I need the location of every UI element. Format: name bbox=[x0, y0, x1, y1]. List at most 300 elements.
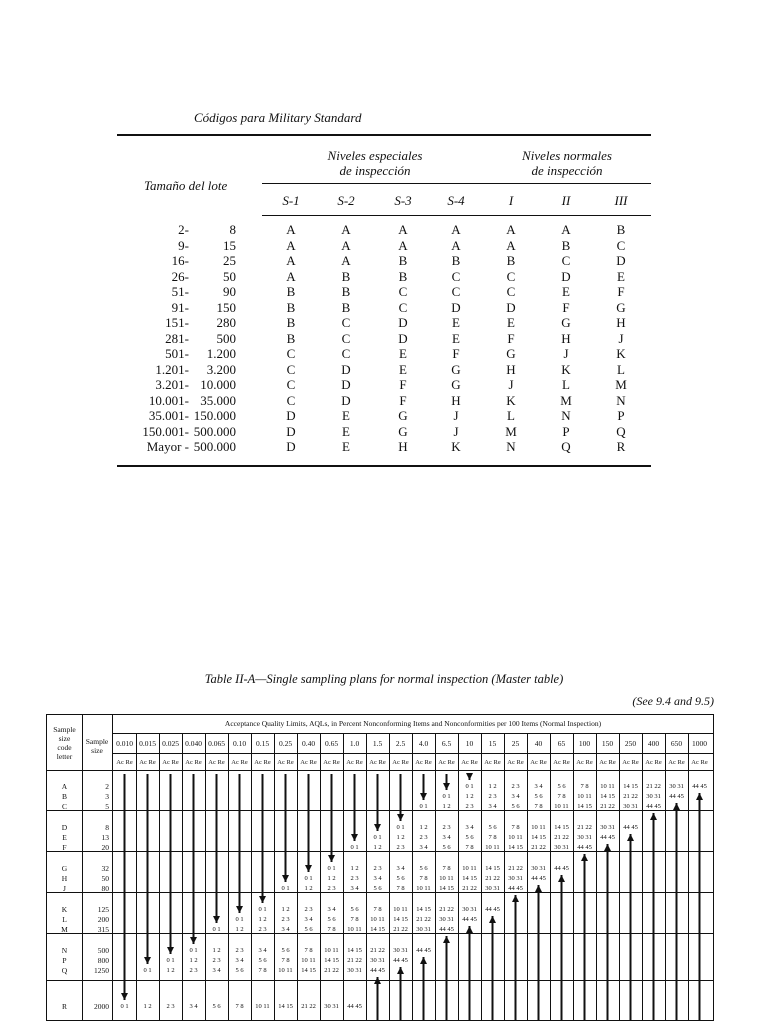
level-column-header: S-4 bbox=[447, 193, 465, 208]
lot-size-to: 3.200 bbox=[206, 361, 236, 377]
code-letter-cell: D bbox=[398, 330, 408, 346]
ac-re-label: Ac Re bbox=[461, 759, 478, 766]
ac-re-pair: 21 22 bbox=[439, 906, 454, 913]
code-letter-cell: J bbox=[453, 423, 459, 439]
ac-re-pair: 3 4 bbox=[281, 926, 290, 933]
ac-re-pair: 1 2 bbox=[488, 783, 497, 790]
code-letter-cell: A bbox=[506, 222, 516, 237]
ac-re-pair: 0 1 bbox=[442, 793, 451, 800]
ac-re-pair: 3 4 bbox=[304, 916, 313, 923]
ac-re-pair: 3 4 bbox=[373, 875, 382, 882]
sample-size: 32 bbox=[101, 864, 109, 873]
code-letter-cell: D bbox=[341, 392, 351, 408]
aql-column-header: 0.25 bbox=[278, 739, 293, 748]
sample-size: 1250 bbox=[94, 966, 109, 975]
code-letter-cell: H bbox=[451, 392, 461, 408]
ac-re-pair: 44 45 bbox=[577, 844, 592, 851]
ac-re-label: Ac Re bbox=[346, 759, 363, 766]
code-letter-cell: N bbox=[616, 392, 626, 408]
aql-column-header: 1000 bbox=[692, 739, 707, 748]
lot-size-from: 26- bbox=[171, 268, 189, 284]
aql-header: Acceptance Quality Limits, AQLs, in Percent Nonconforming Items and Nonconformities per 100 Items (Normal Inspection) bbox=[224, 719, 602, 728]
ac-re-pair: 7 8 bbox=[511, 824, 520, 831]
lot-size-row bbox=[0, 362, 768, 377]
aql-column-header: 10 bbox=[465, 739, 474, 748]
lot-size-to: 90 bbox=[223, 284, 236, 299]
lot-size-from: 51- bbox=[171, 284, 189, 299]
code-letter-cell: K bbox=[451, 439, 461, 454]
down-arrow-icon bbox=[190, 937, 197, 944]
sample-size: 80 bbox=[101, 884, 109, 893]
ac-re-pair: 21 22 bbox=[623, 793, 638, 800]
lot-size-row bbox=[0, 315, 768, 330]
ac-re-pair: 10 11 bbox=[508, 834, 523, 841]
ac-re-pair: 1 2 bbox=[419, 824, 428, 831]
ac-re-pair: 0 1 bbox=[327, 865, 336, 872]
ac-re-pair: 5 6 bbox=[212, 1003, 221, 1010]
ac-re-label: Ac Re bbox=[530, 759, 547, 766]
ac-re-pair: 3 4 bbox=[258, 947, 267, 954]
ac-re-pair: 21 22 bbox=[324, 967, 339, 974]
code-letter-cell: G bbox=[451, 377, 461, 392]
normal-levels-header bbox=[492, 148, 642, 178]
ac-re-label: Ac Re bbox=[576, 759, 593, 766]
ac-re-pair: 10 11 bbox=[531, 824, 546, 831]
code-letter-cell: D bbox=[286, 439, 296, 454]
aql-column-header: 15 bbox=[488, 739, 497, 748]
ac-re-pair: 14 15 bbox=[577, 803, 592, 810]
lot-size-from: 16- bbox=[171, 253, 189, 268]
sample-size: 125 bbox=[97, 905, 109, 914]
ac-re-pair: 0 1 bbox=[120, 1003, 129, 1010]
sample-size: 3 bbox=[105, 792, 109, 801]
lot-size-to: 8 bbox=[229, 222, 236, 237]
ac-re-pair: 44 45 bbox=[600, 834, 615, 841]
ac-re-label: Ac Re bbox=[507, 759, 524, 766]
aql-column-header: 0.65 bbox=[324, 739, 339, 748]
ac-re-pair: 0 1 bbox=[281, 885, 290, 892]
ac-re-pair: 3 4 bbox=[488, 803, 497, 810]
ac-re-pair: 1 2 bbox=[442, 803, 451, 810]
code-letter-cell: F bbox=[617, 284, 625, 299]
ac-re-label: Ac Re bbox=[208, 759, 225, 766]
ac-re-pair: 1 2 bbox=[166, 967, 175, 974]
code-letter-cell: D bbox=[286, 423, 296, 439]
ac-re-pair: 0 1 bbox=[235, 916, 244, 923]
down-arrow-icon bbox=[420, 793, 427, 800]
ac-re-pair: 2 3 bbox=[258, 926, 267, 933]
size-header-line: Sample bbox=[85, 737, 109, 746]
code-letter-cell: H bbox=[398, 439, 408, 454]
code-letter-cell: B bbox=[286, 330, 296, 346]
ac-re-pair: 30 31 bbox=[531, 865, 546, 872]
ac-re-pair: 0 1 bbox=[373, 834, 382, 841]
ac-re-pair: 10 11 bbox=[554, 803, 569, 810]
ac-re-pair: 1 2 bbox=[304, 885, 313, 892]
ac-re-pair: 14 15 bbox=[508, 844, 523, 851]
ac-re-pair: 21 22 bbox=[416, 916, 431, 923]
code-letter-cell: D bbox=[561, 268, 571, 284]
aql-column-header: 6.5 bbox=[441, 739, 452, 748]
ac-re-label: Ac Re bbox=[599, 759, 616, 766]
aql-column-header: 100 bbox=[578, 739, 591, 748]
ac-re-pair: 44 45 bbox=[370, 967, 385, 974]
ac-re-pair: 7 8 bbox=[327, 926, 336, 933]
up-arrow-icon bbox=[604, 844, 611, 851]
lot-size-row bbox=[0, 346, 768, 361]
ac-re-pair: 0 1 bbox=[419, 803, 428, 810]
aql-column-header: 4.0 bbox=[418, 739, 429, 748]
ac-re-pair: 7 8 bbox=[580, 783, 589, 790]
ac-re-pair: 0 1 bbox=[465, 783, 474, 790]
code-letter: F bbox=[62, 843, 67, 852]
ac-re-pair: 10 11 bbox=[485, 844, 500, 851]
ac-re-label: Ac Re bbox=[392, 759, 409, 766]
code-letter-cell: E bbox=[452, 315, 460, 330]
ac-re-pair: 14 15 bbox=[416, 906, 431, 913]
ac-re-pair: 21 22 bbox=[462, 885, 477, 892]
ac-re-pair: 14 15 bbox=[462, 875, 477, 882]
code-letter-cell: G bbox=[398, 423, 408, 439]
ac-re-pair: 2 3 bbox=[511, 783, 520, 790]
down-arrow-icon bbox=[466, 773, 473, 780]
ac-re-pair: 30 31 bbox=[370, 957, 385, 964]
ac-re-pair: 30 31 bbox=[600, 824, 615, 831]
ac-re-pair: 0 1 bbox=[396, 824, 405, 831]
level-column-header: S-3 bbox=[394, 193, 412, 208]
lot-size-from: 35.001- bbox=[148, 408, 189, 423]
ac-re-label: Ac Re bbox=[254, 759, 271, 766]
code-letter-cell: D bbox=[398, 315, 408, 330]
lot-size-row bbox=[0, 331, 768, 346]
ac-re-pair: 10 11 bbox=[278, 967, 293, 974]
sample-size: 2 bbox=[105, 782, 109, 791]
ac-re-pair: 44 45 bbox=[508, 885, 523, 892]
code-letter-cell: H bbox=[616, 315, 626, 330]
lot-size-row bbox=[0, 377, 768, 392]
code-letter-cell: B bbox=[506, 253, 516, 268]
code-letter: R bbox=[61, 1002, 67, 1011]
ac-re-pair: 44 45 bbox=[554, 865, 569, 872]
code-letter-cell: A bbox=[398, 222, 408, 237]
code-letter-cell: K bbox=[506, 392, 516, 408]
ac-re-pair: 10 11 bbox=[600, 783, 615, 790]
code-letter-cell: K bbox=[561, 361, 571, 377]
code-letter-cell: G bbox=[616, 299, 626, 315]
up-arrow-icon bbox=[397, 967, 404, 974]
lot-size-to: 150.000 bbox=[193, 408, 236, 423]
code-letter: L bbox=[62, 915, 67, 924]
ac-re-label: Ac Re bbox=[691, 759, 708, 766]
ac-re-pair: 44 45 bbox=[462, 916, 477, 923]
ac-re-pair: 7 8 bbox=[557, 793, 566, 800]
up-arrow-icon bbox=[466, 926, 473, 933]
code-letter-cell: A bbox=[286, 253, 296, 268]
code-letter-cell: A bbox=[506, 237, 516, 253]
code-letter: B bbox=[61, 792, 67, 801]
code-letter-cell: M bbox=[560, 392, 572, 408]
code-letter-cell: F bbox=[399, 392, 407, 408]
code-letter-cell: R bbox=[616, 439, 626, 454]
ac-re-label: Ac Re bbox=[415, 759, 432, 766]
down-arrow-icon bbox=[443, 783, 450, 790]
code-letter-cell: Q bbox=[561, 439, 571, 454]
code-letter: K bbox=[61, 905, 68, 914]
aql-column-header: 2.5 bbox=[395, 739, 406, 748]
code-letter-cell: J bbox=[508, 377, 514, 392]
lot-size-to: 500 bbox=[216, 330, 236, 346]
code-letter-cell: C bbox=[451, 268, 461, 284]
ac-re-pair: 1 2 bbox=[189, 957, 198, 964]
up-arrow-icon bbox=[374, 977, 381, 984]
ac-re-pair: 2 3 bbox=[212, 957, 221, 964]
lot-size-from: 281- bbox=[165, 330, 189, 346]
up-arrow-icon bbox=[443, 936, 450, 943]
ac-re-pair: 2 3 bbox=[350, 875, 359, 882]
ac-re-pair: 3 4 bbox=[465, 824, 474, 831]
code-letter-cell: D bbox=[616, 253, 626, 268]
ac-re-pair: 3 4 bbox=[327, 906, 336, 913]
code-letter-cell: E bbox=[562, 284, 570, 299]
special-levels-line1: Niveles especiales bbox=[327, 148, 423, 163]
ac-re-pair: 3 4 bbox=[396, 865, 405, 872]
ac-re-pair: 7 8 bbox=[534, 803, 543, 810]
ac-re-pair: 0 1 bbox=[212, 926, 221, 933]
ac-re-pair: 21 22 bbox=[347, 957, 362, 964]
down-arrow-icon bbox=[374, 824, 381, 831]
code-header-line: Sample bbox=[53, 725, 76, 734]
down-arrow-icon bbox=[236, 906, 243, 913]
ac-re-pair: 14 15 bbox=[324, 957, 339, 964]
ac-re-pair: 10 11 bbox=[439, 875, 454, 882]
up-arrow-icon bbox=[627, 834, 634, 841]
lot-size-to: 1.200 bbox=[206, 346, 236, 361]
special-levels-line2: de inspección bbox=[339, 163, 411, 178]
code-letter-cell: G bbox=[451, 361, 461, 377]
code-letter-cell: C bbox=[341, 315, 351, 330]
up-arrow-icon bbox=[535, 885, 542, 892]
lot-size-from: 10.001- bbox=[148, 392, 189, 408]
ac-re-pair: 10 11 bbox=[370, 916, 385, 923]
code-letter-cell: B bbox=[341, 284, 351, 299]
ac-re-pair: 5 6 bbox=[350, 906, 359, 913]
ac-re-pair: 7 8 bbox=[373, 906, 382, 913]
table1-group-rule bbox=[262, 183, 651, 184]
ac-re-pair: 30 31 bbox=[646, 793, 661, 800]
ac-re-pair: 14 15 bbox=[393, 916, 408, 923]
ac-re-pair: 44 45 bbox=[416, 947, 431, 954]
ac-re-label: Ac Re bbox=[645, 759, 662, 766]
ac-re-pair: 30 31 bbox=[623, 803, 638, 810]
ac-re-pair: 1 2 bbox=[235, 926, 244, 933]
aql-column-header: 400 bbox=[647, 739, 660, 748]
code-letter-cell: N bbox=[506, 439, 516, 454]
down-arrow-icon bbox=[259, 896, 266, 903]
aql-column-header: 650 bbox=[670, 739, 683, 748]
code-letter-cell: E bbox=[507, 315, 515, 330]
ac-re-pair: 7 8 bbox=[488, 834, 497, 841]
code-letter-cell: A bbox=[451, 222, 461, 237]
normal-levels-line1: Niveles normales bbox=[522, 148, 612, 163]
ac-re-pair: 21 22 bbox=[577, 824, 592, 831]
code-letter-cell: J bbox=[563, 346, 569, 361]
ac-re-label: Ac Re bbox=[369, 759, 386, 766]
aql-column-header: 0.010 bbox=[116, 739, 133, 748]
lot-size-to: 50 bbox=[223, 268, 236, 284]
ac-re-pair: 21 22 bbox=[554, 834, 569, 841]
ac-re-pair: 10 11 bbox=[324, 947, 339, 954]
sample-size: 50 bbox=[101, 874, 109, 883]
ac-re-label: Ac Re bbox=[323, 759, 340, 766]
level-column-header: II bbox=[561, 193, 571, 208]
level-column-header: S-1 bbox=[282, 193, 300, 208]
ac-re-pair: 44 45 bbox=[439, 926, 454, 933]
ac-re-pair: 3 4 bbox=[419, 844, 428, 851]
ac-re-pair: 2 3 bbox=[189, 967, 198, 974]
lot-size-row bbox=[0, 253, 768, 268]
code-letter-cell: C bbox=[398, 299, 408, 315]
ac-re-pair: 3 4 bbox=[235, 957, 244, 964]
ac-re-pair: 1 2 bbox=[373, 844, 382, 851]
code-letter-cell: B bbox=[286, 284, 296, 299]
code-letter-cell: C bbox=[286, 377, 296, 392]
ac-re-pair: 1 2 bbox=[258, 916, 267, 923]
ac-re-pair: 30 31 bbox=[485, 885, 500, 892]
table2-reference: (See 9.4 and 9.5) bbox=[632, 694, 714, 708]
aql-column-header: 250 bbox=[624, 739, 637, 748]
lot-size-from: 91- bbox=[171, 299, 189, 315]
lot-size-row bbox=[0, 284, 768, 299]
table2-caption: Table II-A—Single sampling plans for normal inspection (Master table) bbox=[204, 672, 564, 686]
code-letter: M bbox=[61, 925, 68, 934]
ac-re-pair: 14 15 bbox=[347, 947, 362, 954]
code-letter-cell: D bbox=[506, 299, 516, 315]
ac-re-pair: 14 15 bbox=[554, 824, 569, 831]
ac-re-pair: 5 6 bbox=[373, 885, 382, 892]
ac-re-pair: 3 4 bbox=[534, 783, 543, 790]
code-letter-cell: G bbox=[561, 315, 571, 330]
sampling-plan-table bbox=[46, 714, 714, 1021]
code-letter-cell: A bbox=[561, 222, 571, 237]
ac-re-pair: 5 6 bbox=[258, 957, 267, 964]
code-letter-cell: D bbox=[451, 299, 461, 315]
code-letter-cell: A bbox=[451, 237, 461, 253]
ac-re-pair: 44 45 bbox=[692, 783, 707, 790]
ac-re-pair: 5 6 bbox=[511, 803, 520, 810]
code-letter-cell: C bbox=[451, 284, 461, 299]
code-letter-cell: L bbox=[617, 361, 625, 377]
normal-levels-line2: de inspección bbox=[531, 163, 603, 178]
ac-re-pair: 0 1 bbox=[143, 967, 152, 974]
table1-bottom-rule bbox=[117, 465, 651, 467]
ac-re-pair: 0 1 bbox=[166, 957, 175, 964]
ac-re-pair: 5 6 bbox=[419, 865, 428, 872]
lot-size-to: 500.000 bbox=[193, 423, 236, 439]
lot-size-row bbox=[0, 269, 768, 284]
aql-column-header: 25 bbox=[511, 739, 520, 748]
ac-re-pair: 21 22 bbox=[531, 844, 546, 851]
ac-re-pair: 44 45 bbox=[347, 1003, 362, 1010]
aql-column-header: 0.10 bbox=[232, 739, 247, 748]
ac-re-pair: 7 8 bbox=[465, 844, 474, 851]
ac-re-pair: 10 11 bbox=[301, 957, 316, 964]
code-letter-cell: E bbox=[342, 408, 350, 423]
ac-re-pair: 14 15 bbox=[301, 967, 316, 974]
level-column-header: I bbox=[508, 193, 514, 208]
code-letter-cell: A bbox=[398, 237, 408, 253]
code-letter: Q bbox=[61, 966, 68, 975]
code-letter-cell: F bbox=[507, 330, 515, 346]
code-letter-cell: B bbox=[616, 222, 626, 237]
code-letter-cell: A bbox=[341, 237, 351, 253]
table1-header-rule bbox=[262, 215, 651, 216]
up-arrow-icon bbox=[673, 803, 680, 810]
ac-re-label: Ac Re bbox=[553, 759, 570, 766]
ac-re-pair: 10 11 bbox=[255, 1003, 270, 1010]
up-arrow-icon bbox=[489, 916, 496, 923]
code-letter-cell: B bbox=[286, 315, 296, 330]
ac-re-pair: 14 15 bbox=[531, 834, 546, 841]
ac-re-pair: 10 11 bbox=[393, 906, 408, 913]
ac-re-pair: 2 3 bbox=[488, 793, 497, 800]
ac-re-pair: 21 22 bbox=[508, 865, 523, 872]
ac-re-label: Ac Re bbox=[185, 759, 202, 766]
code-letter: G bbox=[61, 864, 68, 873]
ac-re-pair: 2 3 bbox=[235, 947, 244, 954]
code-header-line: letter bbox=[56, 752, 73, 761]
ac-re-pair: 10 11 bbox=[462, 865, 477, 872]
ac-re-pair: 2 3 bbox=[327, 885, 336, 892]
lot-size-to: 25 bbox=[223, 253, 236, 268]
ac-re-pair: 1 2 bbox=[396, 834, 405, 841]
code-letter: D bbox=[61, 823, 68, 832]
ac-re-pair: 21 22 bbox=[600, 803, 615, 810]
lot-size-row bbox=[0, 424, 768, 439]
ac-re-pair: 30 31 bbox=[324, 1003, 339, 1010]
ac-re-pair: 30 31 bbox=[416, 926, 431, 933]
ac-re-pair: 2 3 bbox=[373, 865, 382, 872]
ac-re-label: Ac Re bbox=[162, 759, 179, 766]
ac-re-pair: 1 2 bbox=[350, 865, 359, 872]
sample-size: 8 bbox=[105, 823, 109, 832]
lot-size-to: 150 bbox=[216, 299, 236, 315]
lot-size-to: 500.000 bbox=[193, 439, 236, 454]
code-letter-cell: F bbox=[452, 346, 460, 361]
ac-re-pair: 2 3 bbox=[442, 824, 451, 831]
aql-column-header: 40 bbox=[534, 739, 543, 748]
code-letter-cell: B bbox=[451, 253, 461, 268]
aql-column-header: 1.0 bbox=[349, 739, 360, 748]
lot-size-to: 280 bbox=[216, 315, 236, 330]
code-letter-cell: C bbox=[506, 284, 516, 299]
code-letter-cell: N bbox=[561, 408, 571, 423]
code-letter-cell: A bbox=[286, 222, 296, 237]
lot-size-to: 15 bbox=[223, 237, 236, 253]
ac-re-pair: 5 6 bbox=[396, 875, 405, 882]
ac-re-pair: 7 8 bbox=[419, 875, 428, 882]
code-letter-cell: C bbox=[286, 392, 296, 408]
code-letter-cell: P bbox=[562, 423, 570, 439]
code-letter-cell: B bbox=[341, 268, 351, 284]
aql-column-header: 150 bbox=[601, 739, 614, 748]
code-letter-cell: E bbox=[399, 361, 407, 377]
down-arrow-icon bbox=[121, 993, 128, 1000]
code-letter-cell: C bbox=[561, 253, 571, 268]
ac-re-pair: 14 15 bbox=[600, 793, 615, 800]
ac-re-pair: 30 31 bbox=[554, 844, 569, 851]
ac-re-pair: 44 45 bbox=[393, 957, 408, 964]
code-letter-cell: E bbox=[399, 346, 407, 361]
